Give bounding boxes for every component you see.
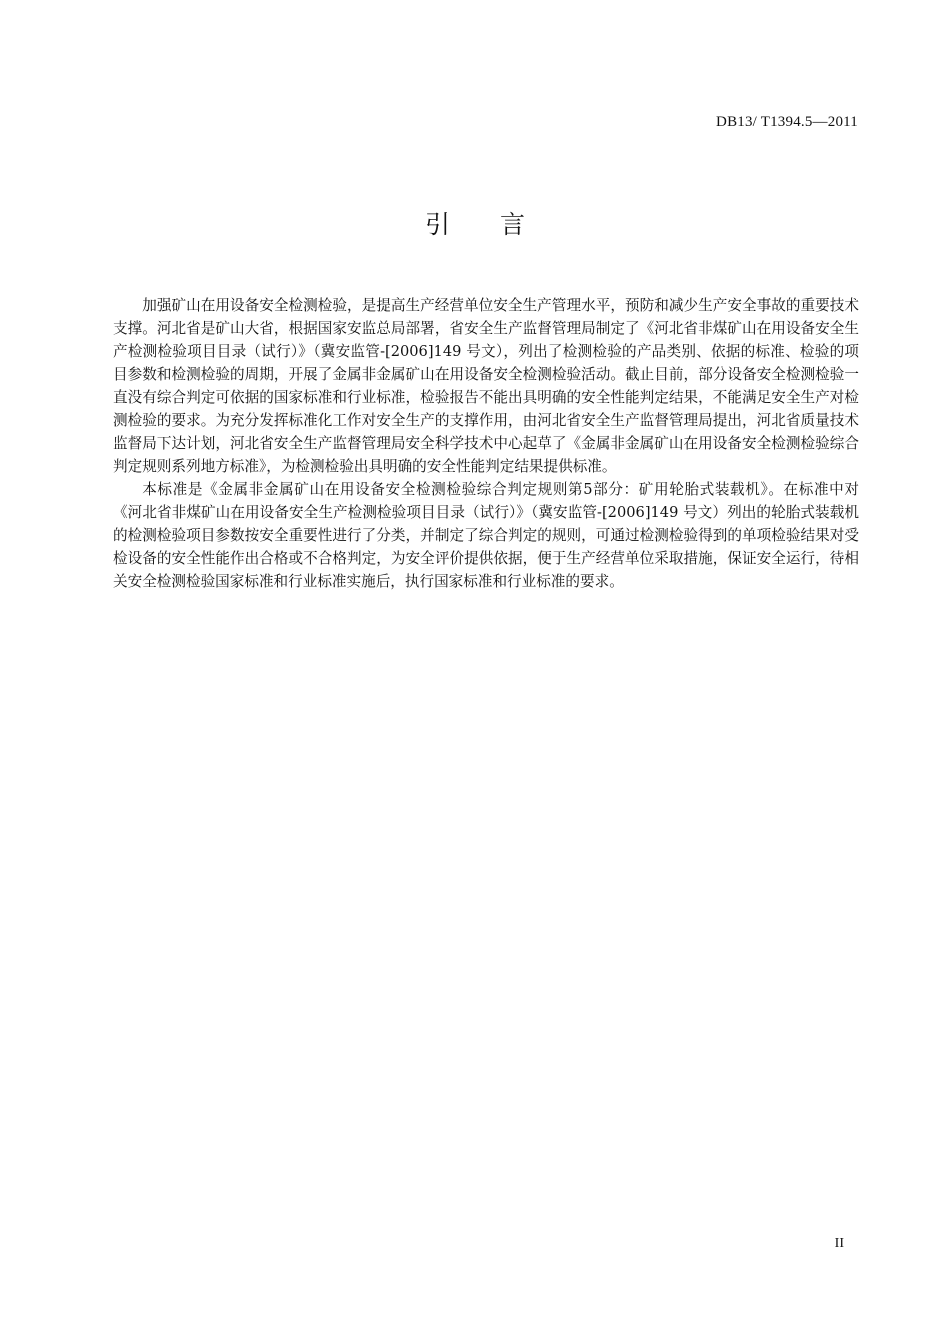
page-title — [0, 207, 950, 243]
paragraph: 加强矿山在用设备安全检测检验，是提高生产经营单位安全生产管理水平，预防和减少生产安全事故的重要技术支撑。河北省是矿山大省，根据国家安监总局部署，省安全生产监督管理局制定了《河北省非煤矿山在用设备安全生产检测检验项目目录（试行）》（冀安监管-[2006]149 号文），列出了检测检验的产品类别、依据的标准、检验的项目参数和检测检验的周期，开展了金属非金属矿山在用设备安全检测检验活动。截止目前，部分设备安全检测检验一直没有综合判定可依据的国家标准和行业标准，检验报告不能出具明确的安全性能判定结果，不能满足安全生产对检测检验的要求。为充分发挥标准化工作对安全生产的支撑作用，由河北省安全生产监督管理局提出，河北省质量技术监督局下达计划，河北省安全生产监督管理局安全科学技术中心起草了《金属非金属矿山在用设备安全检测检验综合判定规则系列地方标准》，为检测检验出具明确的安全性能判定结果提供标准。 — [113, 297, 859, 475]
paragraph: 本标准是《金属非金属矿山在用设备安全检测检验综合判定规则第5部分：矿用轮胎式装载机》。在标准中对《河北省非煤矿山在用设备安全生产检测检验项目目录（试行）》（冀安监管-[2006]149 号文）列出的轮胎式装载机的检测检验项目参数按安全重要性进行了分类，并制定了综合判定的规则，可通过检测检验得到的单项检验结果对受检设备的安全性能作出合格或不合格判定，为安全评价提供依据，便于生产经营单位采取措施，保证安全运行，待相关安全检测检验国家标准和行业标准实施后，执行国家标准和行业标准的要求。 — [113, 481, 859, 590]
page-number: II — [834, 1236, 844, 1251]
body-text — [113, 294, 859, 593]
title-char-2: 言 — [500, 210, 526, 239]
title-char-1: 引 — [424, 210, 450, 239]
document-number: DB13/ T1394.5—2011 — [716, 114, 858, 130]
